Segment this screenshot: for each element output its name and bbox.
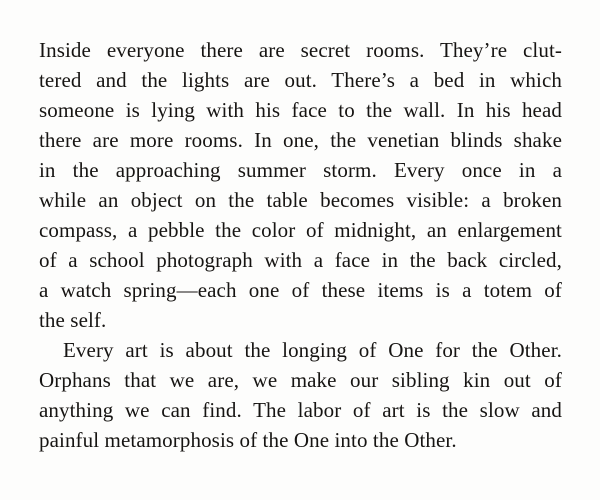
text-line: Inside everyone there are secret rooms. They’re clut- [39,38,562,62]
paragraph-1 [39,35,562,335]
text-line: tered and the lights are out. There’s a bed in which [39,68,562,92]
text-line: anything we can find. The labor of art is the slow and [39,398,562,422]
text-line: of a school photograph with a face in the back circled, [39,248,562,272]
text-line: Orphans that we are, we make our sibling kin out of [39,368,562,392]
text-line: the self. [39,308,107,332]
text-block [39,35,562,455]
text-line: a watch spring—each one of these items is a totem of [39,278,562,302]
paragraph-2 [39,335,562,455]
text-line: in the approaching summer storm. Every once in a [39,158,562,182]
text-line: Every art is about the longing of One for the Other. [63,338,562,362]
text-line: compass, a pebble the color of midnight, an enlargement [39,218,562,242]
text-line: someone is lying with his face to the wall. In his head [39,98,562,122]
text-line: there are more rooms. In one, the venetian blinds shake [39,128,562,152]
text-line: painful metamorphosis of the One into the Other. [39,428,457,452]
text-line: while an object on the table becomes visible: a broken [39,188,562,212]
